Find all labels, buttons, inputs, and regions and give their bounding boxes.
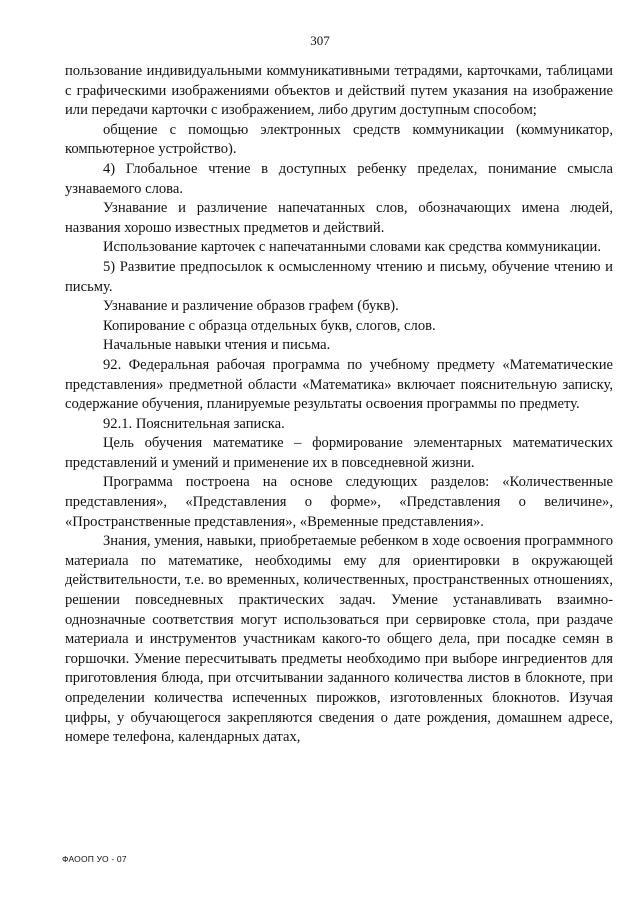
- paragraph: Узнавание и различение напечатанных слов, обозначающих имена людей, названия хорошо известных предметов и действий.: [65, 200, 613, 236]
- paragraph: общение с помощью электронных средств коммуникации (коммуникатор, компьютерное устройство).: [65, 121, 613, 158]
- paragraph: Знания, умения, навыки, приобретаемые ребенком в ходе освоения программного материала по математике, необходимы ему для ориентировки в окружающей действительности, т.е. во временных, количественных, пространственных отношениях, решении повседневных практических задач. Умение устанавливать взаимно-однозначные соответствия могут использоваться при сервировке стола, при раздаче материала и инструментов участникам какого-то общего дела, при посадке семян в горшочки. Умение пересчитывать предметы необходимо при выборе ингредиентов для приготовления блюда, при отсчитывании заданного количества листов в блокноте, при определении количества испеченных пирожков, изготовленных блокнотов. Изучая цифры, у обучающегося закрепляются сведения о дате рождения, домашнем адресе, номере телефона, календарных датах,: [65, 533, 613, 746]
- document-footer: ФАООП УО - 07: [62, 854, 127, 864]
- paragraph: Программа построена на основе следующих разделов: «Количественные представления», «Представления о форме», «Представления о величине», «Пространственные представления», «Временные представления».: [65, 474, 613, 530]
- paragraph: 92. Федеральная рабочая программа по учебному предмету «Математические представления» предметной области «Математика» включает пояснительную записку, содержание обучения, планируемые результаты освоения программы по предмету.: [65, 356, 613, 413]
- paragraph: Использование карточек с напечатанными словами как средства коммуникации.: [103, 239, 601, 256]
- section-heading: 92.1. Пояснительная записка.: [103, 415, 285, 432]
- paragraph: пользование индивидуальными коммуникативными тетрадями, карточками, таблицами с графическими изображениями объектов и действий путем указания на изображение или передачи карточки с изображением, либо другим доступным способом;: [65, 63, 613, 119]
- paragraph: Цель обучения математике – формирование элементарных математических представлений и умений и применение их в повседневной жизни.: [65, 435, 613, 471]
- paragraph: Узнавание и различение образов графем (букв).: [103, 298, 399, 315]
- paragraph: 4) Глобальное чтение в доступных ребенку пределах, понимание смысла узнаваемого слова.: [65, 160, 613, 197]
- paragraph: Начальные навыки чтения и письма.: [103, 337, 331, 354]
- document-body: [65, 62, 613, 748]
- page-number: 307: [310, 33, 330, 48]
- paragraph: Копирование с образца отдельных букв, слогов, слов.: [103, 317, 436, 334]
- paragraph: 5) Развитие предпосылок к осмысленному чтению и письму, обучение чтению и письму.: [65, 258, 613, 295]
